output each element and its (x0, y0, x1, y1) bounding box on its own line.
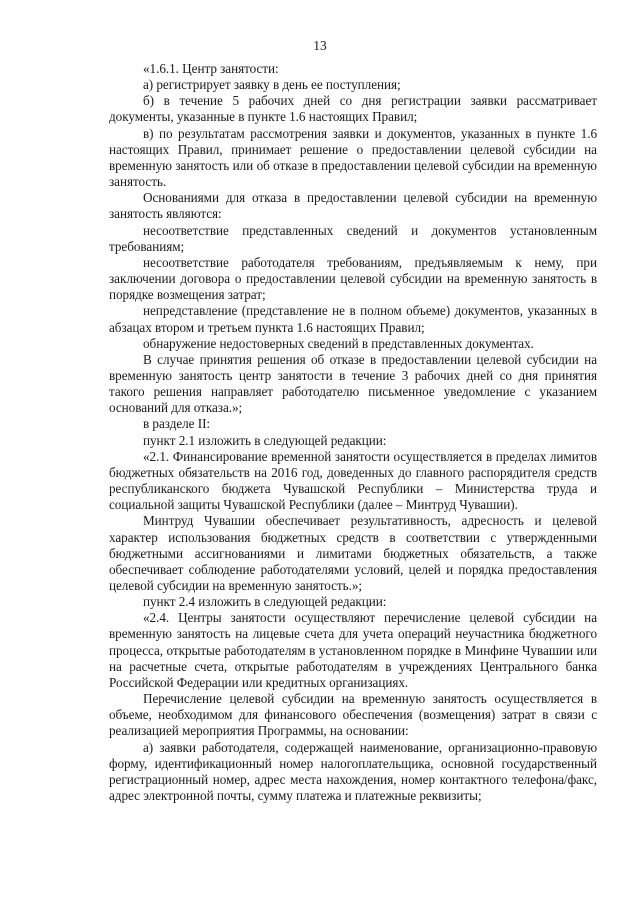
paragraph: в разделе II: (143, 416, 211, 432)
paragraph: «1.6.1. Центр занятости: (143, 61, 279, 76)
paragraph: «2.1. Финансирование временной занятости осуществляется в пределах лимитов бюджетных обязательств на 2016 год, доведенных до главного распорядителя средств республиканского бюджета Чувашской Республики – Министерства труда и социальной защиты Чувашской Республики (далее – Минтруд Чувашии). (109, 448, 597, 513)
paragraph: «2.4. Центры занятости осуществляют перечисление целевой субсидии на временную занятость на лицевые счета для учета операций неучастника бюджетного процесса, открытые работодателям в установленном порядке в Минфине Чувашии или на расчетные счета, открытые работодателям в учреждениях Центрального банка Российской Федерации или кредитных организациях. (109, 610, 597, 690)
document-body (109, 61, 597, 804)
paragraph: в) по результатам рассмотрения заявки и документов, указанных в пункте 1.6 настоящих Правил, принимает решение о предоставлении целевой субсидии на временную занятость или об отказе в предоставлении целевой субсидии на временную занятость. (109, 125, 597, 190)
paragraph: несоответствие работодателя требованиям, предъявляемым к нему, при заключении договора о предоставлении целевой субсидии на временную занятость в порядке возмещения затрат; (109, 254, 597, 303)
paragraph: В случае принятия решения об отказе в предоставлении целевой субсидии на временную занятость центр занятости в течение 3 рабочих дней со дня принятия такого решения направляет работодателю письменное уведомление с указанием оснований для отказа.»; (109, 351, 597, 416)
paragraph: пункт 2.4 изложить в следующей редакции: (143, 594, 387, 610)
paragraph: пункт 2.1 изложить в следующей редакции: (143, 432, 387, 448)
paragraph: обнаружение недостоверных сведений в представленных документах. (143, 335, 534, 351)
paragraph: б) в течение 5 рабочих дней со дня регистрации заявки рассматривает документы, указанные в пункте 1.6 настоящих Правил; (109, 93, 597, 125)
paragraph: непредставление (представление не в полном объеме) документов, указанных в абзацах втором и третьем пункта 1.6 настоящих Правил; (109, 303, 597, 335)
paragraph: несоответствие представленных сведений и документов установленным требованиям; (109, 222, 597, 254)
paragraph: Перечисление целевой субсидии на временную занятость осуществляется в объеме, необходимом для финансового обеспечения (возмещения) затрат в связи с реализацией мероприятия Программы, на основании: (109, 691, 597, 739)
paragraph: а) регистрирует заявку в день ее поступления; (143, 77, 401, 93)
paragraph: а) заявки работодателя, содержащей наименование, организационно-правовую форму, идентификационный номер налогоплательщика, основной государственный регистрационный номер, адрес места нахождения, номер контактного телефона/факс, адрес электронной почты, сумму платежа и платежные реквизиты; (109, 739, 597, 804)
paragraph: Минтруд Чувашии обеспечивает результативность, адресность и целевой характер использования бюджетных средств в соответствии с утвержденными бюджетными ассигнованиями и лимитами бюджетных обязательств, а также обеспечивает соблюдение работодателями условий, целей и порядка предоставления целевой субсидии на временную занятость.»; (109, 513, 597, 593)
paragraph: Основаниями для отказа в предоставлении целевой субсидии на временную занятость являются: (109, 190, 597, 222)
page-number: 13 (313, 38, 327, 53)
